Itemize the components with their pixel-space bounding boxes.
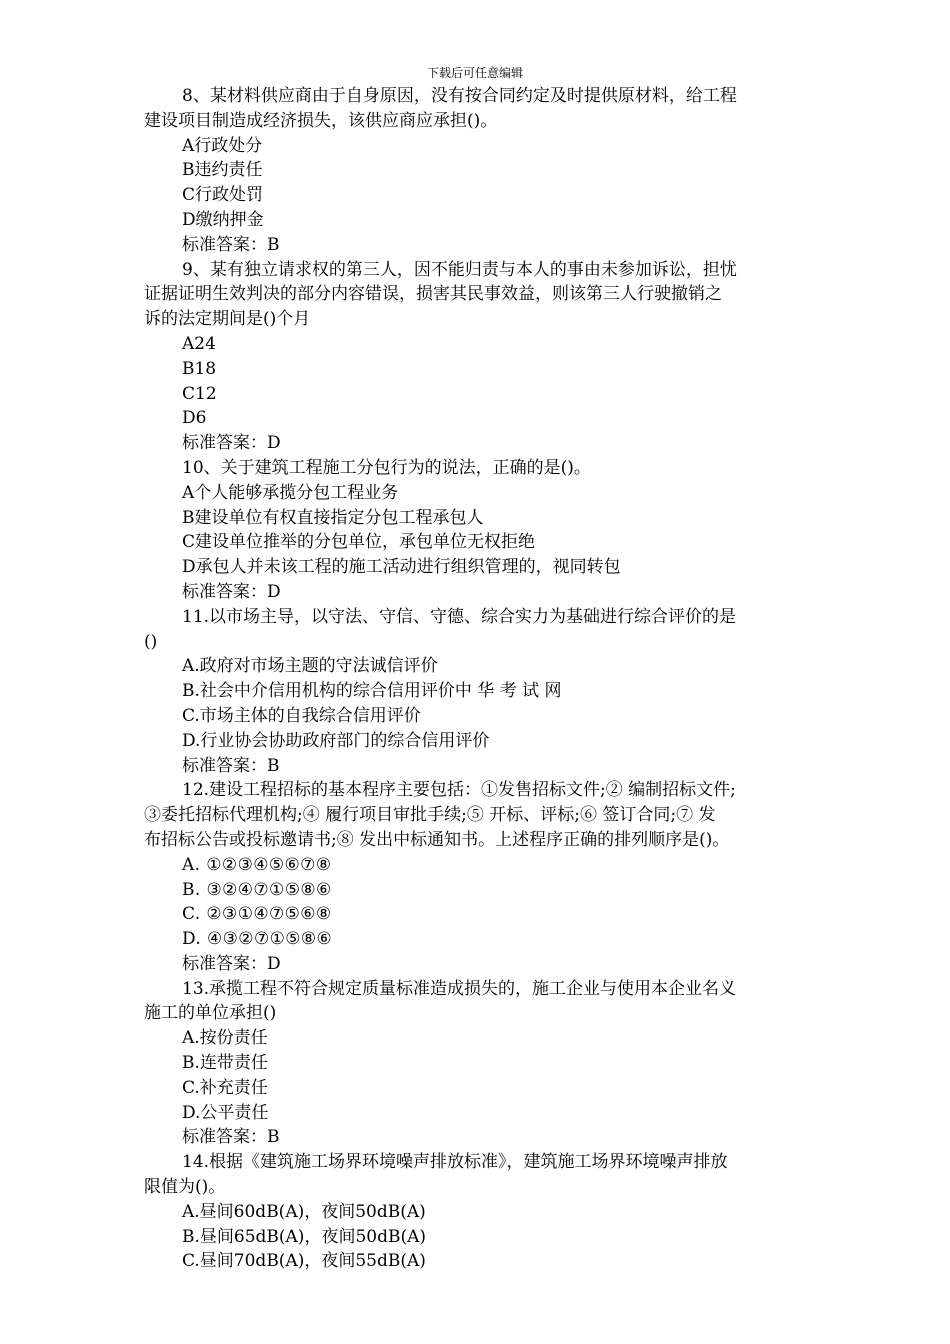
- q11-stem-line-1: 11.以市场主导，以守法、守信、守德、综合实力为基础进行综合评价的是: [182, 606, 737, 627]
- document-body: [144, 84, 806, 1274]
- q12-stem-line-3: 布招标公告或投标邀请书;⑧ 发出中标通知书。上述程序正确的排列顺序是()。: [144, 829, 730, 850]
- q14-option-b: B.昼间65dB(A)，夜间50dB(A): [182, 1226, 426, 1247]
- q11-answer: 标准答案：B: [182, 755, 280, 776]
- q9-stem-line-1: 9、某有独立请求权的第三人，因不能归责与本人的事由未参加诉讼，担忧: [182, 259, 737, 280]
- q8-option-b: B违约责任: [182, 160, 263, 181]
- q9-stem-line-3: 诉的法定期间是()个月: [144, 309, 311, 330]
- q12-stem-line-2: ③委托招标代理机构;④ 履行项目审批手续;⑤ 开标、评标;⑥ 签订合同;⑦ 发: [144, 805, 716, 826]
- q8-option-a: A行政处分: [182, 135, 263, 156]
- q13-answer: 标准答案：B: [182, 1127, 280, 1148]
- q11-stem-line-2: (): [144, 631, 158, 652]
- q14-option-a: A.昼间60dB(A)，夜间50dB(A): [182, 1201, 426, 1222]
- q8-answer: 标准答案：B: [182, 234, 280, 255]
- q13-option-b: B.连带责任: [182, 1053, 268, 1074]
- q8-stem-line-1: 8、某材料供应商由于自身原因，没有按合同约定及时提供原材料，给工程: [182, 86, 737, 106]
- q9-option-d: D6: [182, 408, 207, 429]
- q13-stem-line-1: 13.承揽工程不符合规定质量标准造成损失的，施工企业与使用本企业名义: [182, 978, 737, 999]
- q11-option-b: B.社会中介信用机构的综合信用评价中 华 考 试 网: [182, 681, 562, 702]
- q11-option-a: A.政府对市场主题的守法诚信评价: [182, 656, 438, 677]
- q8-option-c: C行政处罚: [182, 185, 264, 206]
- q8-stem-line-2: 建设项目制造成经济损失，该供应商应承担()。: [144, 110, 498, 131]
- q12-option-d: D. ④③②⑦①⑤⑧⑥: [182, 929, 333, 950]
- q10-answer: 标准答案：D: [182, 581, 281, 602]
- q12-option-c: C. ②③①④⑦⑤⑥⑧: [182, 904, 332, 925]
- q9-stem-line-2: 证据证明生效判决的部分内容错误，损害其民事效益，则该第三人行驶撤销之: [144, 284, 722, 305]
- q9-option-c: C12: [182, 383, 217, 404]
- q14-option-c: C.昼间70dB(A)，夜间55dB(A): [182, 1251, 426, 1272]
- q12-option-a: A. ①②③④⑤⑥⑦⑧: [182, 854, 332, 875]
- q13-option-a: A.按份责任: [182, 1028, 268, 1049]
- q10-option-c: C建设单位推举的分包单位，承包单位无权拒绝: [182, 532, 536, 553]
- q10-option-d: D承包人并未该工程的施工活动进行组织管理的，视同转包: [182, 557, 621, 578]
- q14-stem-line-2: 限值为()。: [144, 1177, 226, 1198]
- q13-option-c: C.补充责任: [182, 1077, 268, 1098]
- q9-option-b: B18: [182, 358, 217, 379]
- q14-stem-line-1: 14.根据《建筑施工场界环境噪声排放标准》，建筑施工场界环境噪声排放: [182, 1152, 728, 1173]
- q10-stem: 10、关于建筑工程施工分包行为的说法，正确的是()。: [182, 457, 591, 478]
- page-header: 下载后可任意编辑: [426, 66, 523, 80]
- q11-option-d: D.行业协会协助政府部门的综合信用评价: [182, 730, 490, 751]
- q13-stem-line-2: 施工的单位承担(): [144, 1003, 277, 1024]
- q9-answer: 标准答案：D: [182, 433, 281, 454]
- q8-option-d: D缴纳押金: [182, 209, 264, 230]
- q12-answer: 标准答案：D: [182, 953, 281, 974]
- q11-option-c: C.市场主体的自我综合信用评价: [182, 705, 421, 726]
- q12-option-b: B. ③②④⑦①⑤⑧⑥: [182, 879, 332, 900]
- q10-option-a: A个人能够承揽分包工程业务: [182, 482, 399, 503]
- q12-stem-line-1: 12.建设工程招标的基本程序主要包括：①发售招标文件;② 编制招标文件;: [182, 780, 736, 801]
- q13-option-d: D.公平责任: [182, 1102, 269, 1123]
- q10-option-b: B建设单位有权直接指定分包工程承包人: [182, 507, 484, 528]
- q9-option-a: A24: [182, 333, 216, 354]
